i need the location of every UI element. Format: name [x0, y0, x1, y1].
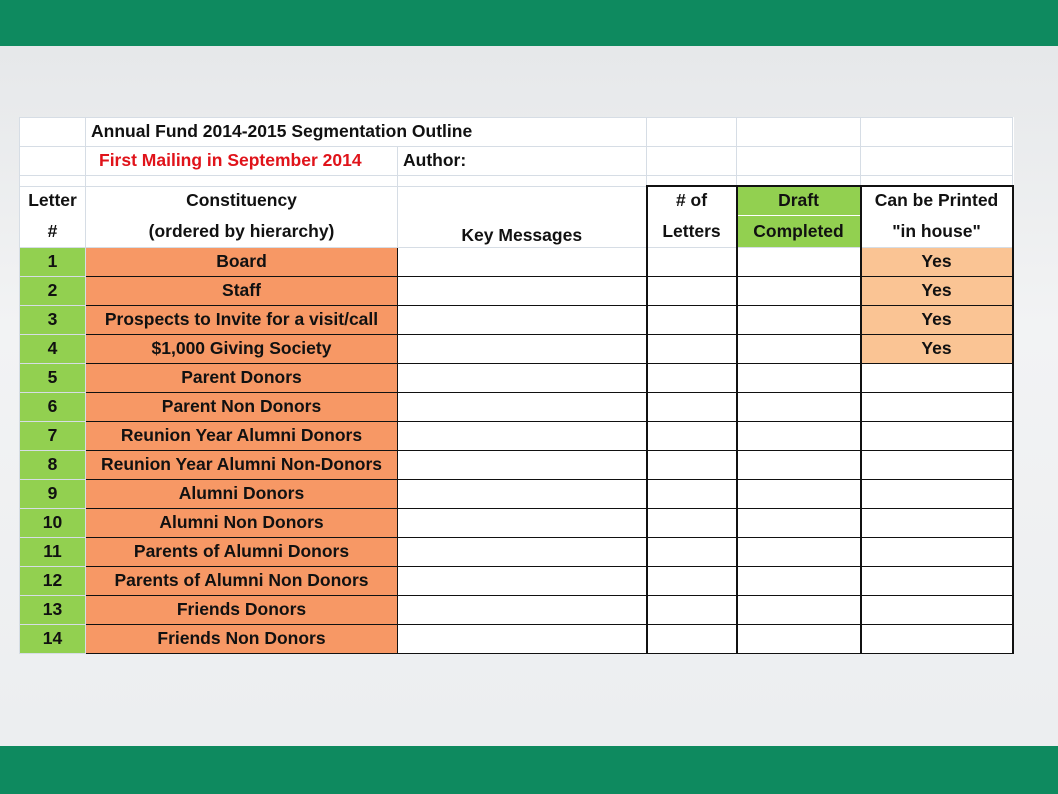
row-draft-completed	[737, 625, 861, 654]
row-number: 10	[20, 509, 86, 538]
row-num-letters	[647, 335, 737, 364]
table-row	[20, 538, 1013, 567]
top-banner	[0, 0, 1058, 46]
row-number: 7	[20, 422, 86, 451]
empty-cell	[737, 147, 861, 176]
row-number: 14	[20, 625, 86, 654]
table-row	[20, 277, 1013, 306]
table-row	[20, 451, 1013, 480]
row-printed-in-house	[861, 422, 1013, 451]
header-num-letters-sub: Letters	[647, 216, 737, 248]
row-key-messages	[398, 393, 647, 422]
row-printed-in-house: Yes	[861, 248, 1013, 277]
table-row	[20, 422, 1013, 451]
row-num-letters	[647, 422, 737, 451]
header-row-1	[20, 186, 1013, 216]
row-constituency: $1,000 Giving Society	[86, 335, 398, 364]
row-draft-completed	[737, 364, 861, 393]
row-num-letters	[647, 509, 737, 538]
table-row	[20, 480, 1013, 509]
row-printed-in-house: Yes	[861, 277, 1013, 306]
spacer-row	[20, 176, 1013, 187]
mailing-subtitle: First Mailing in September 2014	[86, 147, 398, 176]
row-key-messages	[398, 248, 647, 277]
header-constituency-sub: (ordered by hierarchy)	[86, 216, 398, 248]
subtitle-row	[20, 147, 1013, 176]
header-printed: Can be Printed	[861, 186, 1013, 216]
row-constituency: Alumni Non Donors	[86, 509, 398, 538]
row-constituency: Friends Non Donors	[86, 625, 398, 654]
row-draft-completed	[737, 306, 861, 335]
table-row	[20, 248, 1013, 277]
row-draft-completed	[737, 480, 861, 509]
row-printed-in-house	[861, 625, 1013, 654]
row-constituency: Parents of Alumni Donors	[86, 538, 398, 567]
row-constituency: Parents of Alumni Non Donors	[86, 567, 398, 596]
table-row	[20, 306, 1013, 335]
header-letter-hash: #	[20, 216, 86, 248]
row-draft-completed	[737, 277, 861, 306]
empty-cell	[20, 147, 86, 176]
row-printed-in-house	[861, 393, 1013, 422]
row-number: 12	[20, 567, 86, 596]
table-row	[20, 596, 1013, 625]
row-printed-in-house	[861, 538, 1013, 567]
row-key-messages	[398, 422, 647, 451]
row-number: 1	[20, 248, 86, 277]
row-number: 5	[20, 364, 86, 393]
header-draft-sub: Completed	[737, 216, 861, 248]
row-draft-completed	[737, 248, 861, 277]
row-constituency: Board	[86, 248, 398, 277]
row-key-messages	[398, 509, 647, 538]
table-row	[20, 335, 1013, 364]
row-draft-completed	[737, 509, 861, 538]
header-draft: Draft	[737, 186, 861, 216]
row-key-messages	[398, 567, 647, 596]
row-printed-in-house	[861, 509, 1013, 538]
author-label: Author:	[398, 147, 647, 176]
row-num-letters	[647, 538, 737, 567]
row-printed-in-house	[861, 480, 1013, 509]
header-num-letters: # of	[647, 186, 737, 216]
row-constituency: Alumni Donors	[86, 480, 398, 509]
row-number: 9	[20, 480, 86, 509]
row-number: 2	[20, 277, 86, 306]
row-number: 8	[20, 451, 86, 480]
table-row	[20, 625, 1013, 654]
row-key-messages	[398, 451, 647, 480]
row-num-letters	[647, 277, 737, 306]
header-key-messages-top	[398, 186, 647, 216]
row-printed-in-house	[861, 596, 1013, 625]
empty-cell	[861, 118, 1013, 147]
row-number: 6	[20, 393, 86, 422]
row-printed-in-house	[861, 451, 1013, 480]
row-draft-completed	[737, 538, 861, 567]
row-key-messages	[398, 277, 647, 306]
row-num-letters	[647, 248, 737, 277]
empty-cell	[647, 118, 737, 147]
segmentation-table	[19, 117, 1014, 654]
table-row	[20, 393, 1013, 422]
row-num-letters	[647, 393, 737, 422]
table-row	[20, 509, 1013, 538]
row-constituency: Parent Donors	[86, 364, 398, 393]
row-printed-in-house	[861, 567, 1013, 596]
row-key-messages	[398, 538, 647, 567]
row-draft-completed	[737, 451, 861, 480]
table-row	[20, 567, 1013, 596]
row-key-messages	[398, 306, 647, 335]
row-num-letters	[647, 567, 737, 596]
empty-cell	[20, 118, 86, 147]
row-constituency: Parent Non Donors	[86, 393, 398, 422]
row-constituency: Staff	[86, 277, 398, 306]
header-constituency: Constituency	[86, 186, 398, 216]
row-key-messages	[398, 335, 647, 364]
row-key-messages	[398, 364, 647, 393]
empty-cell	[647, 147, 737, 176]
row-draft-completed	[737, 596, 861, 625]
sheet-title: Annual Fund 2014-2015 Segmentation Outline	[86, 118, 647, 147]
row-number: 3	[20, 306, 86, 335]
row-num-letters	[647, 451, 737, 480]
row-draft-completed	[737, 567, 861, 596]
row-printed-in-house	[861, 364, 1013, 393]
bottom-banner	[0, 746, 1058, 794]
row-draft-completed	[737, 335, 861, 364]
row-constituency: Prospects to Invite for a visit/call	[86, 306, 398, 335]
row-num-letters	[647, 625, 737, 654]
row-printed-in-house: Yes	[861, 335, 1013, 364]
row-num-letters	[647, 364, 737, 393]
header-printed-sub: "in house"	[861, 216, 1013, 248]
title-row	[20, 118, 1013, 147]
header-letter: Letter	[20, 186, 86, 216]
row-number: 13	[20, 596, 86, 625]
row-constituency: Reunion Year Alumni Non-Donors	[86, 451, 398, 480]
row-constituency: Friends Donors	[86, 596, 398, 625]
row-num-letters	[647, 480, 737, 509]
row-printed-in-house: Yes	[861, 306, 1013, 335]
row-draft-completed	[737, 393, 861, 422]
row-key-messages	[398, 596, 647, 625]
empty-cell	[861, 147, 1013, 176]
row-key-messages	[398, 480, 647, 509]
row-constituency: Reunion Year Alumni Donors	[86, 422, 398, 451]
header-key-messages: Key Messages	[398, 216, 647, 248]
empty-cell	[737, 118, 861, 147]
row-num-letters	[647, 596, 737, 625]
header-row-2	[20, 216, 1013, 248]
row-key-messages	[398, 625, 647, 654]
row-draft-completed	[737, 422, 861, 451]
row-num-letters	[647, 306, 737, 335]
row-number: 11	[20, 538, 86, 567]
table-row	[20, 364, 1013, 393]
row-number: 4	[20, 335, 86, 364]
